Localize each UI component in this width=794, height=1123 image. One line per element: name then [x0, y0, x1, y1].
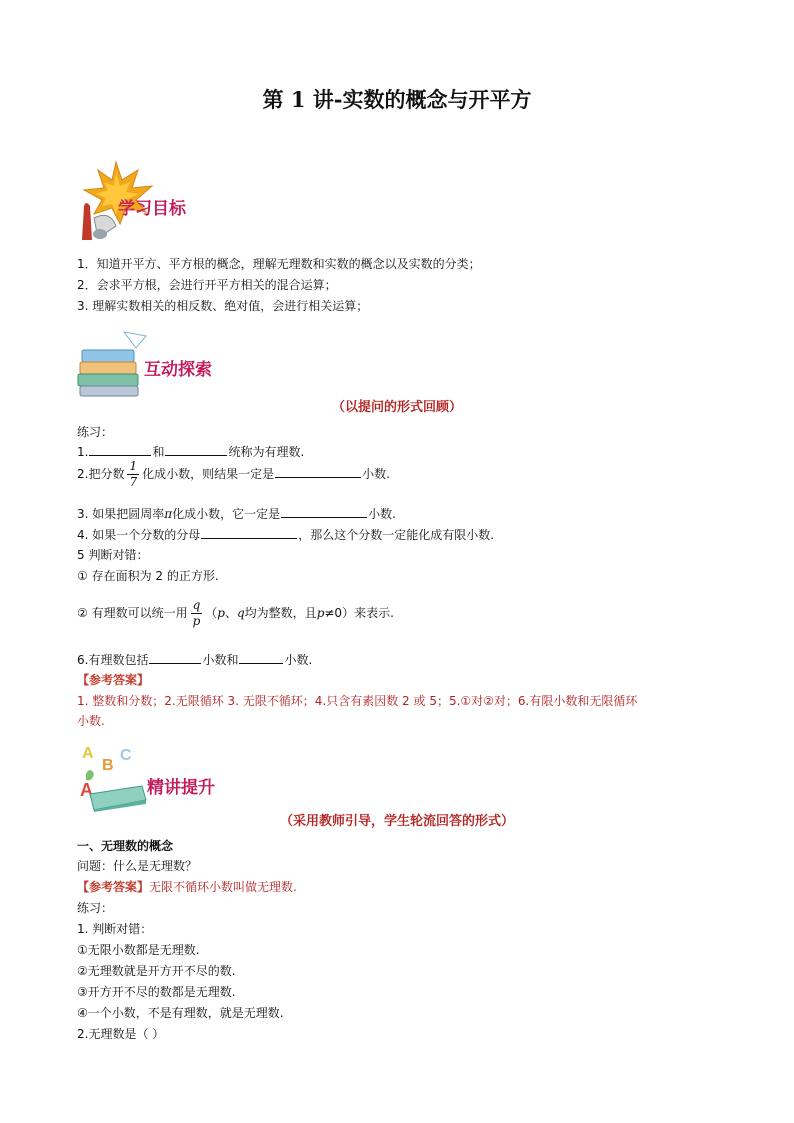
lecture-practice-label: 练习：: [77, 901, 114, 915]
lecture-item-5: ④一个小数，不是有理数，就是无理数.: [77, 1006, 284, 1020]
question-2: 2.把分数 $\frac{1}{7}$ 化成小数，则结果一定是 小数.: [77, 459, 390, 489]
question-3: 3. 如果把圆周率π化成小数，它一定是 小数.: [77, 507, 396, 521]
svg-text:B: B: [102, 757, 114, 774]
lecture-item-3: ②无理数就是开方开不尽的数.: [77, 964, 236, 978]
lecture-heading: 一、无理数的概念: [77, 839, 174, 853]
section-label-lecture: 精讲提升: [147, 778, 215, 798]
blank-1b: [165, 443, 227, 456]
section-label-goals: 学习目标: [118, 199, 186, 219]
question-5b: ② 有理数可以统一用 $\frac{q}{p}$ （p、q均为整数，且p≠0）来表示.: [77, 598, 394, 628]
explore-subtitle: （以提问的形式回顾）: [331, 400, 462, 415]
lecture-item-1: 1. 判断对错：: [77, 922, 153, 936]
svg-text:A: A: [80, 780, 93, 800]
abc-book-icon: [76, 740, 150, 816]
goal-item-3: 3. 理解实数相关的相反数、绝对值，会进行相关运算；: [77, 299, 369, 313]
goal-item-1: 1．知道开平方、平方根的概念，理解无理数和实数的概念以及实数的分类；: [77, 257, 481, 271]
lecture-subtitle: （采用教师引导，学生轮流回答的形式）: [279, 814, 514, 829]
explore-answer-label: 【参考答案】: [77, 673, 150, 687]
blank-2: [275, 465, 361, 478]
svg-text:C: C: [120, 747, 132, 764]
question-5a: ① 存在面积为 2 的正方形.: [77, 569, 219, 583]
lecture-item-6: 2.无理数是（ ）: [77, 1027, 165, 1041]
blank-6a: [149, 651, 201, 664]
explore-answer-line-2: 小数.: [77, 714, 105, 728]
blank-1a: [89, 443, 151, 456]
lecture-item-2: ①无限小数都是无理数.: [77, 943, 200, 957]
goal-item-2: 2．会求平方根，会进行开平方相关的混合运算；: [77, 278, 337, 292]
fraction-1-7: $\frac{1}{7}$: [129, 459, 138, 489]
explore-practice-label: 练习：: [77, 425, 114, 439]
stacked-books-icon: [76, 330, 150, 402]
lecture-question: 问题：什么是无理数？: [77, 859, 198, 873]
blank-3: [281, 505, 367, 518]
lecture-answer: 【参考答案】无限不循环小数叫做无理数.: [77, 880, 297, 894]
lecture-item-4: ③开方开不尽的数都是无理数.: [77, 985, 236, 999]
section-label-explore: 互动探索: [144, 360, 212, 380]
blank-6b: [239, 651, 283, 664]
question-5: 5 判断对错：: [77, 548, 149, 562]
explore-answer-line-1: 1. 整数和分数；2.无限循环 3. 无限不循环；4.只含有素因数 2 或 5；5.①对②对；6.有限小数和无限循环: [77, 694, 638, 708]
question-4: 4. 如果一个分数的分母 ，那么这个分数一定能化成有限小数.: [77, 528, 495, 542]
blank-4: [201, 526, 297, 539]
question-1: 1. 和 统称为有理数.: [77, 445, 305, 459]
fraction-q-p: $\frac{q}{p}$: [192, 598, 201, 628]
svg-text:A: A: [82, 745, 94, 762]
question-6: 6.有理数包括 小数和 小数.: [77, 653, 313, 667]
page-title: 第 1 讲-实数的概念与开平方: [262, 87, 532, 112]
